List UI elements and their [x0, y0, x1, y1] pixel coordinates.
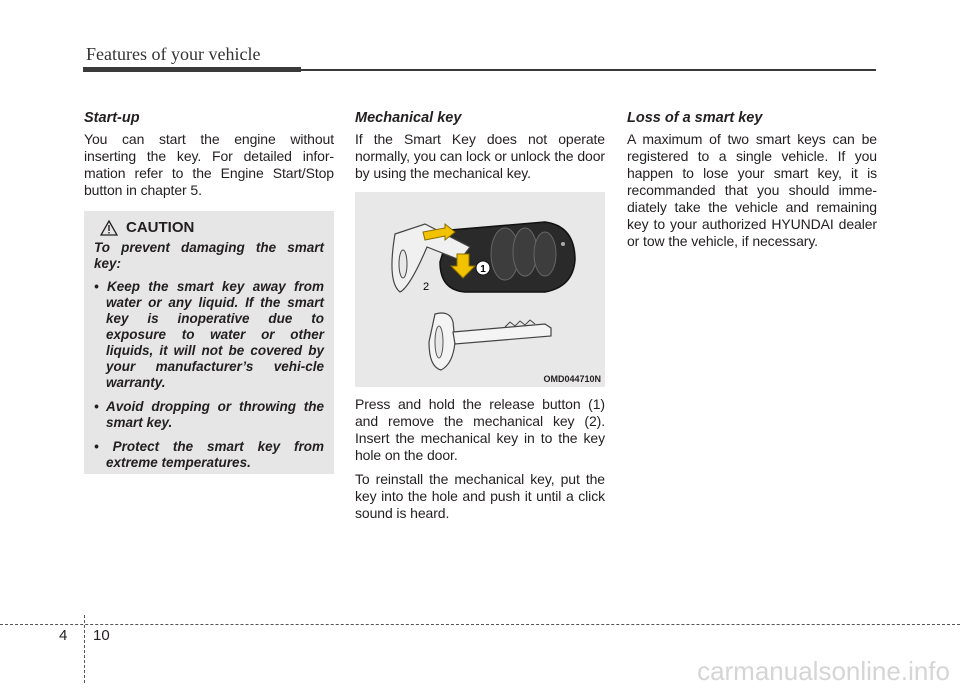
mechanical-key-title: Mechanical key: [355, 110, 462, 126]
fob-led: [561, 242, 565, 246]
mechanical-key-instructions: [355, 396, 605, 529]
loss-section: [627, 110, 877, 257]
fob-button: [513, 228, 537, 276]
chapter-number: 4: [59, 627, 68, 644]
callout-2-label: 2: [423, 281, 430, 293]
startup-title: Start-up: [84, 110, 140, 126]
page-number: 10: [93, 627, 110, 644]
startup-body: You can start the engine without inserting the key. For detailed infor-mation refer to the Engine Start/Stop button in chapter 5.: [84, 131, 334, 198]
figure-code: OMD044710N: [543, 374, 601, 384]
mechanical-key-section: [355, 110, 605, 189]
fob-button: [534, 232, 556, 276]
caution-title: CAUTION: [126, 219, 195, 236]
loss-body: A maximum of two smart keys can be registered to a single vehicle. If you happen to lose your smart key, it is recommanded that you should imme-diately take the vehicle and remaining key to your authorized HYUNDAI dealer or tow the vehicle, if necessary.: [627, 131, 877, 249]
mechanical-key-body-3: To reinstall the mechanical key, put the key into the hole and push it until a click sound is heard.: [355, 471, 605, 521]
caution-item: • Keep the smart key away from water or any liquid. If the smart key is inoperative due to exposure to water or other liquids, it will not be covered by your manufacturer’s vehi-cle warranty.: [94, 279, 324, 391]
caution-list: [94, 279, 324, 471]
mechanical-key-body-2: Press and hold the release button (1) and remove the mechanical key (2). Insert the mechanical key in to the key hole on the door.: [355, 396, 605, 463]
page-header-title: Features of your vehicle: [86, 44, 261, 64]
warning-triangle-icon: [100, 220, 118, 236]
startup-section: [84, 110, 334, 206]
footer-rule: [0, 624, 960, 625]
watermark: carmanualsonline.info: [697, 656, 950, 686]
caution-item: • Protect the smart key from extreme temperatures.: [94, 439, 324, 471]
header-rule-thin: [301, 69, 876, 71]
smart-key-illustration: [355, 192, 605, 387]
mechanical-key-body: If the Smart Key does not operate normally, you can lock or unlock the door by using the mechanical key.: [355, 131, 605, 181]
header-rule: [83, 67, 301, 72]
caution-header: [100, 219, 324, 236]
loss-title: Loss of a smart key: [627, 110, 763, 126]
caution-intro: To prevent damaging the smart key:: [94, 240, 324, 271]
callout-1-label: 1: [480, 264, 486, 275]
mechanical-key-slot: [435, 326, 443, 358]
key-hole: [399, 250, 407, 278]
caution-box: [84, 211, 334, 474]
footer-divider: [84, 615, 85, 683]
caution-item: • Avoid dropping or throwing the smart key.: [94, 399, 324, 431]
mechanical-key-blade: [453, 324, 551, 344]
smart-key-figure: [355, 192, 605, 387]
